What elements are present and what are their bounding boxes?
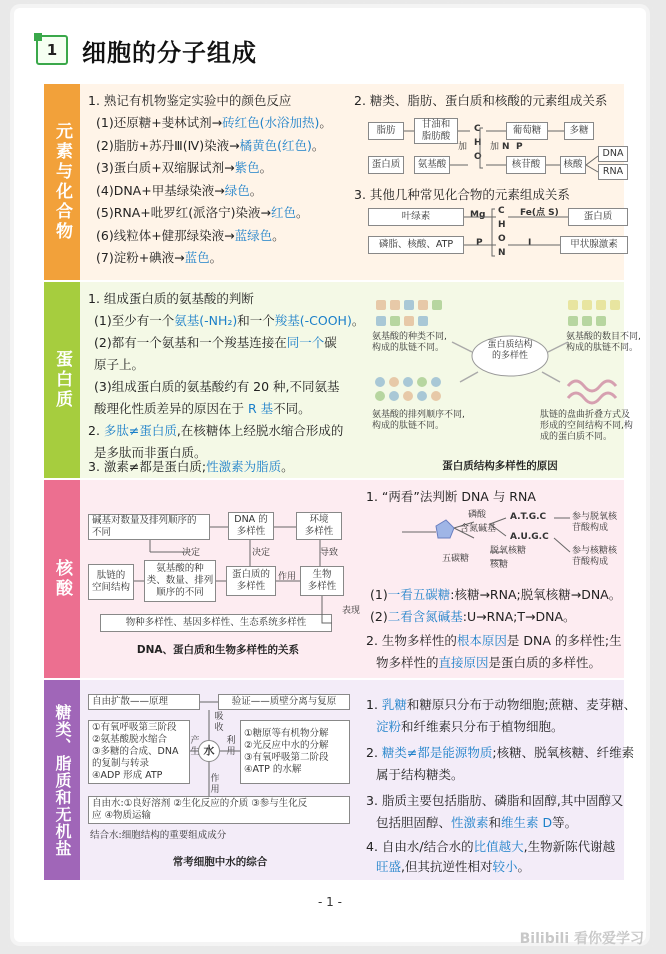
- free-water-box: 自由水:①良好溶剂 ②生化反应的介质 ③参与生化反 应 ④物质运输: [88, 796, 350, 824]
- protein-box-2: 蛋白质: [568, 208, 628, 226]
- s3-line1: (1)一看五碳糖:核糖→RNA;脱氧核糖→DNA。: [370, 587, 622, 602]
- elem-c2: C: [498, 206, 505, 216]
- s3-heading: 1. “两看”法判断 DNA 与 RNA: [366, 489, 536, 504]
- protein-diversity-box: 蛋白质的 多样性: [226, 566, 276, 596]
- polysaccharide-box: 多糖: [564, 122, 594, 140]
- s1-heading3: 3. 其他几种常见化合物的元素组成关系: [354, 187, 570, 202]
- thyroid-hormone-box: 甲状腺激素: [560, 236, 628, 254]
- water-figure-caption: 常考细胞中水的综合: [172, 856, 268, 868]
- water-produce-box: ①有氧呼吸第三阶段 ②氨基酸脱水缩合 ③多糖的合成、DNA 的复制与转录 ④ADP 形成 ATP: [88, 720, 190, 784]
- element-arrows: [80, 84, 660, 280]
- color-reaction-item: (2)脂肪+苏丹Ⅲ(Ⅳ)染液→橘黄色(红色)。: [96, 137, 325, 153]
- base-augc: A.U.G.C: [510, 532, 549, 542]
- label-show: 表现: [342, 606, 361, 616]
- section-body: [80, 84, 624, 280]
- nucleotide-box: 核苷酸: [506, 156, 546, 174]
- label-act-water: 作用: [210, 774, 220, 795]
- diversity-levels-box: 物种多样性、基因多样性、生态系统多样性: [100, 614, 332, 632]
- ribose-label: 核糖: [490, 560, 509, 570]
- base-order-box: 碱基对数量及排列顺序的 不同: [88, 514, 210, 540]
- chlorophyll-box: 叶绿素: [368, 208, 464, 226]
- deoxy-nucleotide-label: 参与脱氧核苷酸构成: [572, 512, 618, 533]
- label-use: 利用: [226, 736, 236, 757]
- section-side-label: 糖类、脂质和无机盐: [44, 680, 80, 880]
- label-absorb: 吸收: [214, 712, 224, 733]
- s3-line2: (2)二看含氮碱基:U→RNA;T→DNA。: [370, 609, 576, 624]
- s2-line1: (1)至少有一个氨基(-NH₂)和一个羧基(-COOH)。: [94, 313, 365, 328]
- s2-line4a: 2. 多肽≠蛋白质,在核糖体上经脱水缩合形成的: [88, 423, 344, 438]
- protein-reason-folding: 肽链的盘曲折叠方式及 形成的空间结构不同,构 成的蛋白质不同。: [540, 410, 633, 442]
- chapter-number: 1: [36, 35, 68, 65]
- s3-line3b: 物多样性的直接原因是蛋白质的多样性。: [376, 655, 602, 670]
- s4-line2b: 属于结构糖类。: [376, 767, 464, 782]
- fat-box: 脂肪: [368, 122, 404, 140]
- section-protein: [44, 282, 641, 478]
- color-reaction-item: (3)蛋白质+双缩脲试剂→紫色。: [96, 160, 273, 175]
- s4-line1b: 淀粉和纤维素只分布于植物细胞。: [376, 719, 564, 734]
- base-atgc: A.T.G.C: [510, 512, 547, 522]
- chapter-title: 细胞的分子组成: [82, 38, 257, 67]
- protein-reason-number: 氨基酸的数目不同, 构成的肽链不同。: [566, 332, 641, 353]
- section-body: [80, 282, 641, 478]
- phosphate-label: 磷酸: [468, 510, 487, 520]
- dna-box: DNA: [598, 146, 628, 162]
- color-reaction-item: (4)DNA+甲基绿染液→绿色。: [96, 182, 263, 198]
- page-number: - 1 -: [318, 895, 342, 909]
- protein-reason-types: 氨基酸的种类不同, 构成的肽链不同。: [372, 332, 447, 353]
- water-circle: 水: [198, 740, 220, 762]
- section-side-label: 元素与化合物: [44, 84, 80, 280]
- color-reaction-item: (6)线粒体+健那绿染液→蓝绿色。: [96, 227, 285, 243]
- section-body: [80, 480, 624, 678]
- section-elements-compounds: [44, 84, 624, 280]
- pentose-label: 五碳糖: [442, 554, 470, 564]
- protein-figure-caption: 蛋白质结构多样性的原因: [442, 460, 558, 472]
- elem-p: P: [516, 142, 523, 152]
- nitrogen-base-label: 含氮碱基: [460, 524, 497, 534]
- free-diffusion-box: 自由扩散——原理: [88, 694, 200, 710]
- s1-heading2: 2. 糖类、脂肪、蛋白质和核酸的元素组成关系: [354, 93, 608, 108]
- elem-n: N: [502, 142, 510, 152]
- s4-line3a: 3. 脂质主要包括脂肪、磷脂和固醇,其中固醇又: [366, 793, 624, 808]
- s4-line1a: 1. 乳糖和糖原只分布于动物细胞;蔗糖、麦芽糖、: [366, 697, 637, 712]
- protein-diversity-figure: [80, 282, 660, 478]
- page-title: [36, 30, 257, 70]
- dna-diversity-box: DNA 的 多样性: [228, 512, 274, 540]
- section-side-label: 核酸: [44, 480, 80, 678]
- bound-water-text: 结合水:细胞结构的重要组成成分: [90, 830, 227, 841]
- water-use-box: ①糖原等有机物分解 ②光反应中水的分解 ③有氧呼吸第二阶段 ④ATP 的水解: [240, 720, 350, 784]
- s3-line3a: 2. 生物多样性的根本原因是 DNA 的多样性;生: [366, 633, 622, 648]
- section-body: [80, 680, 637, 880]
- elem-fe: Fe(点 S): [520, 208, 559, 218]
- color-reaction-item: (7)淀粉+碘液→蓝色。: [96, 250, 223, 265]
- s2-line2b: 原子上。: [94, 357, 145, 372]
- s2-line3a: (3)组成蛋白质的氨基酸约有 20 种,不同氨基: [94, 379, 340, 394]
- label-lead: 导致: [320, 548, 339, 558]
- environment-diversity-box: 环境 多样性: [296, 512, 342, 540]
- s2-line4b: 是多肽而非蛋白质。: [94, 445, 207, 460]
- elem-n2: N: [498, 248, 506, 258]
- plus-label-2: 加: [490, 142, 500, 152]
- elem-mg: Mg: [470, 210, 486, 220]
- plus-label-1: 加: [458, 142, 468, 152]
- deoxyribose-label: 脱氧核糖: [490, 546, 527, 556]
- rna-box: RNA: [598, 164, 628, 180]
- glucose-box: 葡萄糖: [506, 122, 548, 140]
- watermark: Bilibili 看你爱学习: [519, 931, 644, 947]
- elem-p2: P: [476, 238, 483, 248]
- label-decide-2: 决定: [252, 548, 271, 558]
- nucleic-figure-caption: DNA、蛋白质和生物多样性的关系: [136, 644, 300, 656]
- s4-line4b: 旺盛,但其抗逆性相对较小。: [376, 859, 531, 874]
- nucleic-acid-box: 核酸: [560, 156, 586, 174]
- bio-diversity-box: 生物 多样性: [300, 566, 344, 596]
- protein-diversity-center: 蛋白质结构 的多样性: [487, 340, 533, 361]
- s4-line2a: 2. 糖类≠都是能源物质;核糖、脱氧核糖、纤维素: [366, 745, 635, 760]
- protein-box: 蛋白质: [368, 156, 404, 174]
- amino-acid-variety-box: 氨基酸的种 类、数量、排列 顺序的不同: [144, 560, 216, 602]
- plasmolysis-box: 验证——质壁分离与复原: [218, 694, 350, 710]
- s4-line3b: 包括胆固醇、性激素和维生素 D等。: [376, 815, 578, 830]
- label-decide-1: 决定: [182, 548, 201, 558]
- color-reaction-item: (5)RNA+吡罗红(派洛宁)染液→红色。: [96, 205, 309, 220]
- s2-line5: 3. 激素≠都是蛋白质;性激素为脂质。: [88, 459, 294, 474]
- amino-acid-box: 氨基酸: [414, 156, 450, 174]
- peptide-structure-box: 肽链的 空间结构: [88, 564, 134, 600]
- color-reaction-item: (1)还原糖+斐林试剂→砖红色(水浴加热)。: [96, 115, 332, 130]
- ribo-nucleotide-label: 参与核糖核苷酸构成: [572, 546, 618, 567]
- elem-o: O: [474, 152, 482, 162]
- elem-h2: H: [498, 220, 506, 230]
- elem-i: I: [528, 238, 532, 248]
- phospholipid-box: 磷脂、核酸、ATP: [368, 236, 464, 254]
- section-side-label: 蛋白质: [44, 282, 80, 478]
- label-act: 作用: [278, 572, 297, 582]
- elem-c: C: [474, 124, 481, 134]
- elem-o2: O: [498, 234, 506, 244]
- s2-heading: 1. 组成蛋白质的氨基酸的判断: [88, 291, 254, 306]
- glycerol-box: 甘油和 脂肪酸: [414, 118, 458, 144]
- section-sugar-lipid-salt: [44, 680, 637, 880]
- protein-reason-order: 氨基酸的排列顺序不同, 构成的肽链不同。: [372, 410, 465, 431]
- s2-line3b: 酸理化性质差异的原因在于 R 基不同。: [94, 401, 311, 416]
- section-nucleic-acid: [44, 480, 624, 678]
- elem-h: H: [474, 138, 482, 148]
- s1-heading: 1. 熟记有机物鉴定实验中的颜色反应: [88, 93, 292, 108]
- s4-line4a: 4. 自由水/结合水的比值越大,生物新陈代谢越: [366, 839, 616, 854]
- s2-line2a: (2)都有一个氨基和一个羧基连接在同一个碳: [94, 335, 337, 350]
- label-produce: 产生: [190, 736, 200, 757]
